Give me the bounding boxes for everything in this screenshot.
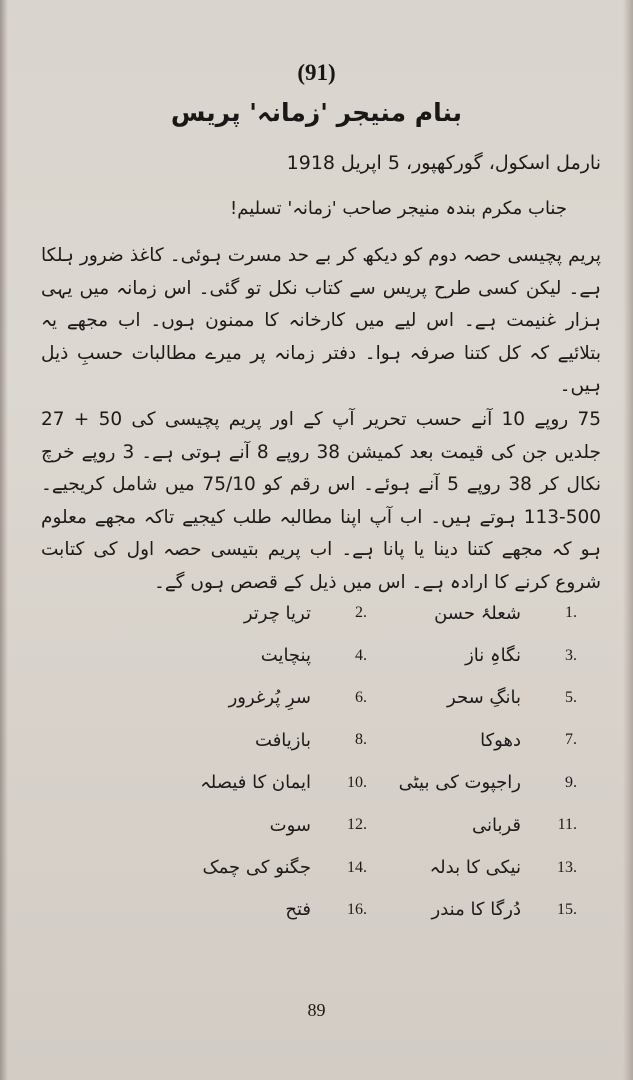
list-item <box>157 730 367 751</box>
story-number: 13. <box>557 858 577 876</box>
story-title: پنچایت <box>260 645 311 667</box>
story-number: 16. <box>347 900 367 918</box>
story-row <box>57 634 577 676</box>
story-title: شعلۂ حسن <box>434 602 521 624</box>
body-paragraph-2: 75 روپے 10 آنے حسب تحریر آپ کے اور پریم پچیسی کی 50 + 27 جلدیں جن کی قیمت بعد کمیشن 38 روپے 8 آنے ہوتی ہے۔ 3 روپے خرچ نکال کر 38 روپے 5 آنے ہوئے۔ اس رقم کو 75/10 میں شامل کریجیے۔ 500-113 ہوتے ہیں۔ اب آپ اپنا مطالبہ طلب کیجیے تاکہ مجھے معلوم ہو کہ مجھے کتنا دینا یا پانا ہے۔ اب پریم بتیسی حصہ اول کی کتابت شروع کرنے کا ارادہ ہے۔ اس میں ذیل کے قصص ہوں گے۔ <box>41 409 601 593</box>
story-title: سرِ پُرغرور <box>228 687 311 709</box>
letter-title: بنام منیجر 'زمانہ' پریس <box>170 98 463 127</box>
story-title: ایمان کا فیصلہ <box>200 772 311 794</box>
story-row <box>57 889 577 931</box>
list-item <box>367 645 577 666</box>
story-title: بازیافت <box>255 729 311 751</box>
list-item <box>367 857 577 878</box>
story-title: نیکی کا بدلہ <box>429 857 521 879</box>
story-number: 1. <box>565 604 577 622</box>
list-item <box>157 687 367 708</box>
list-item <box>157 772 367 793</box>
list-item <box>157 899 367 920</box>
story-number: 11. <box>557 816 577 834</box>
list-item <box>367 730 577 751</box>
story-row <box>57 719 577 761</box>
list-item <box>157 857 367 878</box>
story-title: نگاہِ ناز <box>465 645 521 667</box>
story-title: دُرگا کا مندر <box>431 899 521 921</box>
story-number: 15. <box>557 900 577 918</box>
list-item <box>367 603 577 624</box>
list-item <box>157 603 367 624</box>
list-item <box>157 815 367 836</box>
story-number: 10. <box>347 773 367 791</box>
story-number: 6. <box>355 688 367 706</box>
list-item <box>367 815 577 836</box>
place-and-date: نارمل اسکول، گورکھپور، 5 اپریل 1918 <box>286 152 601 174</box>
body-paragraph-1: پریم پچیسی حصہ دوم کو دیکھ کر بے حد مسرت ہوئی۔ کاغذ ضرور ہلکا ہے۔ لیکن کسی طرح پریس سے کتاب نکل تو گئی۔ اس زمانہ میں یہی ہزار غنیمت ہے۔ اس لیے میں کارخانہ کا ممنون ہوں۔ اب مجھے یہ بتلائیے کہ کل کتنا صرفہ ہوا۔ دفتر زمانہ پر میرے مطالبات حسبِ ذیل ہیں۔ <box>41 245 601 397</box>
salutation: جناب مکرم بندہ منیجر صاحب 'زمانہ' تسلیم! <box>230 198 567 219</box>
story-row <box>57 592 577 634</box>
story-row <box>57 762 577 804</box>
story-title: قربانی <box>471 814 521 836</box>
story-title: دھوکا <box>480 729 521 751</box>
story-row <box>57 804 577 846</box>
story-number: 4. <box>355 646 367 664</box>
story-title: بانگِ سحر <box>447 687 521 709</box>
page-number: 89 <box>307 1000 326 1020</box>
story-number: 9. <box>565 773 577 791</box>
story-title: سوت <box>269 814 311 836</box>
story-number: 12. <box>347 816 367 834</box>
story-number: 8. <box>355 731 367 749</box>
list-item <box>367 687 577 708</box>
story-number: 3. <box>565 646 577 664</box>
story-row <box>57 846 577 888</box>
story-number: 14. <box>347 858 367 876</box>
list-item <box>367 772 577 793</box>
story-number: 7. <box>565 731 577 749</box>
story-title: جگنو کی چمک <box>202 857 311 879</box>
list-item <box>157 645 367 666</box>
list-item <box>367 899 577 920</box>
story-title: فتح <box>285 899 311 921</box>
story-number: 2. <box>355 604 367 622</box>
story-title: راجپوت کی بیٹی <box>398 772 521 794</box>
story-list <box>57 592 577 931</box>
story-number: 5. <box>565 688 577 706</box>
story-row <box>57 677 577 719</box>
letter-number: (91) <box>297 60 336 85</box>
story-title: تریا چرتر <box>243 602 311 624</box>
